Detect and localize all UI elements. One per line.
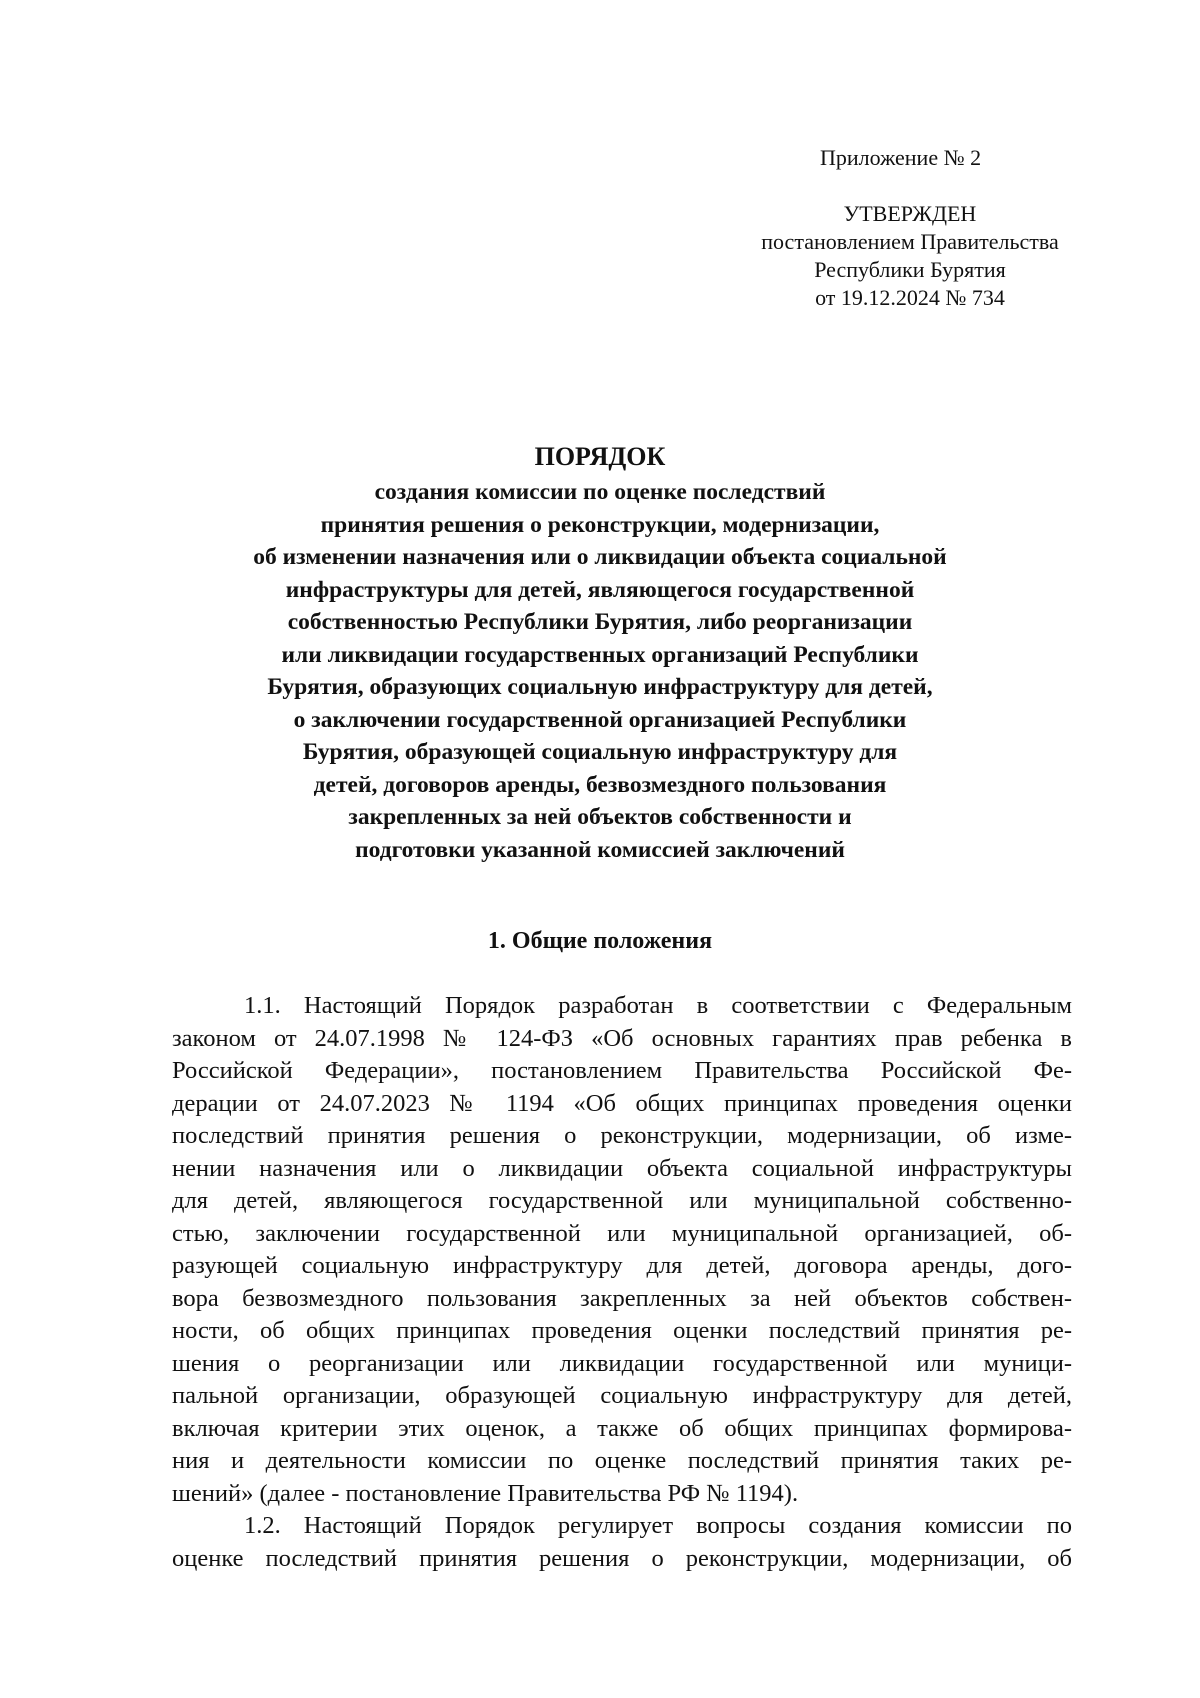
- subtitle-line: Бурятия, образующей социальную инфраструктуру для: [302, 739, 898, 765]
- subtitle-line: об изменении назначения или о ликвидации объекта социальной: [253, 544, 947, 570]
- approval-line: постановлением Правительства: [761, 229, 1059, 254]
- subtitle-line: Бурятия, образующих социальную инфраструктуру для детей,: [267, 674, 933, 700]
- paragraph-line: законом от 24.07.1998 № 124-ФЗ «Об основных гарантиях прав ребенка в: [172, 1024, 1072, 1052]
- subtitle-line: детей, договоров аренды, безвозмездного пользования: [313, 771, 887, 798]
- approval-line: Республики Бурятия: [814, 257, 1006, 282]
- document-title-block: [150, 440, 1050, 866]
- paragraph-line: пальной организации, образующей социальную инфраструктуру для детей,: [172, 1382, 1072, 1409]
- paragraph-line: последствий принятия решения о реконструкции, модернизации, об изме-: [172, 1122, 1072, 1149]
- subtitle-line: закрепленных за ней объектов собственности и: [348, 804, 852, 830]
- approval-line: от 19.12.2024 № 734: [815, 285, 1005, 310]
- document-title: ПОРЯДОК: [534, 442, 666, 471]
- subtitle-line: подготовки указанной комиссией заключений: [355, 836, 845, 863]
- approval-line: УТВЕРЖДЕН: [843, 201, 977, 226]
- subtitle-line: собственностью Республики Бурятия, либо реорганизации: [287, 609, 913, 635]
- paragraph-line: оценке последствий принятия решения о реконструкции, модернизации, об: [172, 1544, 1072, 1572]
- appendix-label: Приложение № 2: [820, 145, 982, 170]
- paragraph-line: 1.1. Настоящий Порядок разработан в соответствии с Федеральным: [244, 992, 1072, 1019]
- subtitle-line: о заключении государственной организацией Республики: [293, 706, 907, 733]
- paragraph-line: для детей, являющегося государственной или муниципальной собственно-: [172, 1187, 1072, 1214]
- subtitle-line: создания комиссии по оценке последствий: [374, 479, 826, 505]
- paragraph-line: разующей социальную инфраструктуру для детей, договора аренды, дого-: [172, 1252, 1072, 1279]
- subtitle-line: принятия решения о реконструкции, модернизации,: [320, 511, 880, 538]
- subtitle-line: или ликвидации государственных организаций Республики: [281, 641, 919, 668]
- paragraph-line: ния и деятельности комиссии по оценке последствий принятия таких ре-: [172, 1447, 1072, 1474]
- paragraph-line: нении назначения или о ликвидации объекта социальной инфраструктуры: [172, 1154, 1072, 1182]
- paragraph-line: включая критерии этих оценок, а также об общих принципах формирова-: [172, 1414, 1072, 1442]
- paragraph-line: ности, об общих принципах проведения оценки последствий принятия ре-: [172, 1317, 1072, 1344]
- paragraph-line: стью, заключении государственной или муниципальной организацией, об-: [172, 1219, 1072, 1247]
- section-body: [172, 990, 1072, 1575]
- document-subtitle: [150, 476, 1050, 866]
- section-heading: 1. Общие положения: [487, 928, 713, 954]
- paragraph-line: Российской Федерации», постановлением Правительства Российской Фе-: [172, 1057, 1072, 1084]
- paragraph-line: вора безвозмездного пользования закрепленных за ней объектов собствен-: [172, 1284, 1072, 1312]
- paragraph-line: шений» (далее - постановление Правительства РФ № 1194).: [172, 1479, 799, 1507]
- paragraph-line: 1.2. Настоящий Порядок регулирует вопросы создания комиссии по: [244, 1512, 1072, 1539]
- subtitle-line: инфраструктуры для детей, являющегося государственной: [285, 576, 915, 603]
- approval-stamp-block: [740, 200, 1080, 312]
- paragraph-line: дерации от 24.07.2023 № 1194 «Об общих принципах проведения оценки: [172, 1089, 1072, 1117]
- paragraph-line: шения о реорганизации или ликвидации государственной или муници-: [172, 1349, 1072, 1377]
